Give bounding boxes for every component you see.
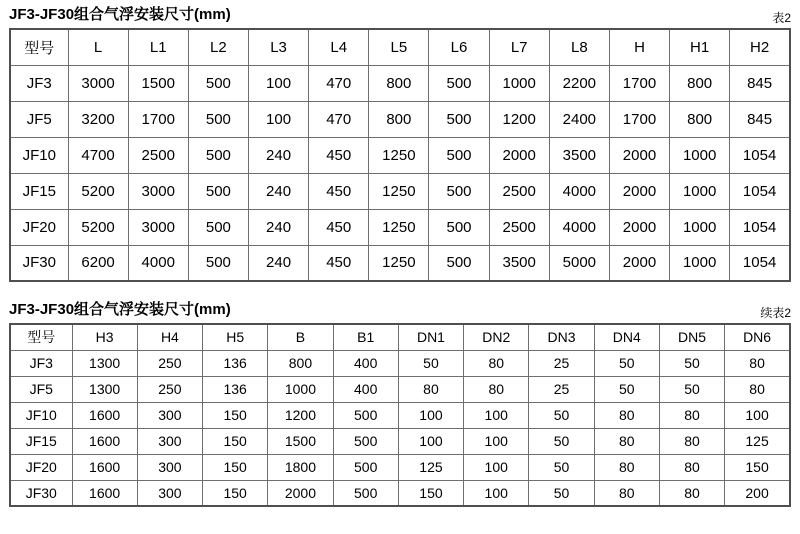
table2-tag: 续表2 — [760, 306, 791, 320]
cell: 1700 — [609, 65, 669, 101]
cell: 2000 — [268, 480, 333, 506]
header-cell: DN3 — [529, 324, 594, 350]
cell: 2200 — [549, 65, 609, 101]
cell: 50 — [659, 376, 724, 402]
table1-heading — [9, 5, 791, 25]
cell: 300 — [137, 480, 202, 506]
cell: 500 — [429, 101, 489, 137]
cell: 1054 — [730, 173, 790, 209]
cell: 1500 — [128, 65, 188, 101]
cell: 50 — [594, 376, 659, 402]
cell: 3000 — [68, 65, 128, 101]
cell: JF5 — [10, 376, 72, 402]
cell: 50 — [659, 350, 724, 376]
table-row — [10, 350, 790, 376]
cell: 450 — [309, 137, 369, 173]
cell: 2000 — [609, 245, 669, 281]
cell: 1250 — [369, 173, 429, 209]
cell: 500 — [188, 137, 248, 173]
table-row — [10, 245, 790, 281]
dimensions-table-1 — [9, 28, 791, 282]
cell: 80 — [659, 428, 724, 454]
table-row — [10, 209, 790, 245]
cell: 5000 — [549, 245, 609, 281]
header-cell: L — [68, 29, 128, 65]
cell: 470 — [309, 65, 369, 101]
cell: 800 — [670, 65, 730, 101]
header-cell: L1 — [128, 29, 188, 65]
cell: JF10 — [10, 137, 68, 173]
cell: 1600 — [72, 480, 137, 506]
cell: JF30 — [10, 245, 68, 281]
cell: 500 — [429, 209, 489, 245]
cell: 1800 — [268, 454, 333, 480]
cell: 3500 — [489, 245, 549, 281]
cell: 300 — [137, 402, 202, 428]
cell: 50 — [398, 350, 463, 376]
cell: 800 — [268, 350, 333, 376]
cell: 80 — [659, 454, 724, 480]
cell: 1200 — [268, 402, 333, 428]
cell: 3200 — [68, 101, 128, 137]
cell: 80 — [659, 480, 724, 506]
cell: 470 — [309, 101, 369, 137]
cell: JF3 — [10, 350, 72, 376]
cell: 450 — [309, 245, 369, 281]
cell: 80 — [594, 402, 659, 428]
cell: 80 — [725, 376, 790, 402]
cell: 500 — [333, 402, 398, 428]
cell: 500 — [188, 245, 248, 281]
cell: 500 — [188, 173, 248, 209]
table1-header-row — [10, 29, 790, 65]
cell: 500 — [188, 209, 248, 245]
cell: 1600 — [72, 428, 137, 454]
cell: 2500 — [489, 209, 549, 245]
cell: 50 — [529, 428, 594, 454]
table-row — [10, 454, 790, 480]
cell: 5200 — [68, 173, 128, 209]
header-cell: L6 — [429, 29, 489, 65]
cell: 1600 — [72, 402, 137, 428]
cell: 250 — [137, 376, 202, 402]
table2-section — [9, 300, 791, 507]
table-row — [10, 428, 790, 454]
cell: 300 — [137, 454, 202, 480]
cell: JF3 — [10, 65, 68, 101]
cell: JF30 — [10, 480, 72, 506]
cell: 136 — [203, 376, 268, 402]
cell: 800 — [369, 65, 429, 101]
table-row — [10, 101, 790, 137]
cell: 100 — [248, 65, 308, 101]
cell: 1000 — [670, 173, 730, 209]
header-cell: L4 — [309, 29, 369, 65]
cell: 1300 — [72, 376, 137, 402]
cell: 450 — [309, 173, 369, 209]
cell: 1700 — [609, 101, 669, 137]
cell: 50 — [529, 480, 594, 506]
cell: 1300 — [72, 350, 137, 376]
cell: 4000 — [549, 209, 609, 245]
cell: 3000 — [128, 209, 188, 245]
cell: 80 — [725, 350, 790, 376]
header-cell: L3 — [248, 29, 308, 65]
cell: JF20 — [10, 209, 68, 245]
cell: 2000 — [609, 137, 669, 173]
cell: 80 — [464, 350, 529, 376]
header-cell: H1 — [670, 29, 730, 65]
cell: 1250 — [369, 245, 429, 281]
header-cell: H2 — [730, 29, 790, 65]
cell: 100 — [248, 101, 308, 137]
cell: 150 — [203, 454, 268, 480]
cell: 845 — [730, 101, 790, 137]
cell: 500 — [429, 65, 489, 101]
cell: 150 — [398, 480, 463, 506]
cell: 2000 — [489, 137, 549, 173]
cell: 500 — [429, 245, 489, 281]
cell: 200 — [725, 480, 790, 506]
cell: 240 — [248, 173, 308, 209]
header-cell: L7 — [489, 29, 549, 65]
cell: 1054 — [730, 209, 790, 245]
header-cell: DN2 — [464, 324, 529, 350]
cell: 1200 — [489, 101, 549, 137]
cell: 4700 — [68, 137, 128, 173]
table1-title: JF3-JF30组合气浮安装尺寸(mm) — [9, 6, 231, 23]
header-cell: DN1 — [398, 324, 463, 350]
cell: 800 — [670, 101, 730, 137]
table-row — [10, 402, 790, 428]
cell: 1054 — [730, 137, 790, 173]
cell: 2000 — [609, 209, 669, 245]
table2-heading — [9, 300, 791, 320]
cell: 1054 — [730, 245, 790, 281]
cell: 450 — [309, 209, 369, 245]
cell: JF20 — [10, 454, 72, 480]
cell: 500 — [333, 454, 398, 480]
header-cell: H5 — [203, 324, 268, 350]
cell: 500 — [188, 65, 248, 101]
header-cell: 型号 — [10, 324, 72, 350]
cell: 1000 — [670, 245, 730, 281]
table1-tag: 表2 — [772, 11, 791, 25]
cell: 50 — [529, 402, 594, 428]
cell: JF15 — [10, 173, 68, 209]
cell: 300 — [137, 428, 202, 454]
cell: 150 — [725, 454, 790, 480]
table-row — [10, 480, 790, 506]
cell: JF10 — [10, 402, 72, 428]
cell: 50 — [594, 350, 659, 376]
table-row — [10, 65, 790, 101]
cell: 100 — [464, 402, 529, 428]
cell: 150 — [203, 480, 268, 506]
cell: 2500 — [489, 173, 549, 209]
cell: 100 — [725, 402, 790, 428]
cell: 500 — [333, 428, 398, 454]
cell: 1000 — [670, 209, 730, 245]
cell: 1600 — [72, 454, 137, 480]
header-cell: L5 — [369, 29, 429, 65]
cell: 500 — [429, 137, 489, 173]
cell: 150 — [203, 428, 268, 454]
header-cell: 型号 — [10, 29, 68, 65]
cell: 240 — [248, 209, 308, 245]
cell: 240 — [248, 245, 308, 281]
header-cell: B1 — [333, 324, 398, 350]
cell: 2500 — [128, 137, 188, 173]
cell: 1700 — [128, 101, 188, 137]
cell: 125 — [398, 454, 463, 480]
table2-title: JF3-JF30组合气浮安装尺寸(mm) — [9, 301, 231, 318]
cell: 80 — [594, 480, 659, 506]
cell: 100 — [464, 480, 529, 506]
cell: 1000 — [670, 137, 730, 173]
header-cell: DN6 — [725, 324, 790, 350]
cell: 80 — [659, 402, 724, 428]
cell: 100 — [398, 402, 463, 428]
header-cell: L8 — [549, 29, 609, 65]
cell: 100 — [464, 428, 529, 454]
cell: JF5 — [10, 101, 68, 137]
cell: 1000 — [268, 376, 333, 402]
cell: 5200 — [68, 209, 128, 245]
cell: 1250 — [369, 209, 429, 245]
cell: 2400 — [549, 101, 609, 137]
cell: 500 — [188, 101, 248, 137]
cell: 50 — [529, 454, 594, 480]
cell: 800 — [369, 101, 429, 137]
header-cell: DN4 — [594, 324, 659, 350]
cell: 100 — [398, 428, 463, 454]
table2-header-row — [10, 324, 790, 350]
cell: 80 — [464, 376, 529, 402]
cell: 100 — [464, 454, 529, 480]
cell: 25 — [529, 350, 594, 376]
table1-section — [9, 5, 791, 282]
cell: 1250 — [369, 137, 429, 173]
cell: 3500 — [549, 137, 609, 173]
header-cell: H — [609, 29, 669, 65]
cell: 1500 — [268, 428, 333, 454]
cell: 6200 — [68, 245, 128, 281]
header-cell: L2 — [188, 29, 248, 65]
cell: 80 — [594, 428, 659, 454]
cell: 80 — [594, 454, 659, 480]
header-cell: DN5 — [659, 324, 724, 350]
header-cell: H4 — [137, 324, 202, 350]
cell: 845 — [730, 65, 790, 101]
cell: 125 — [725, 428, 790, 454]
dimensions-table-2 — [9, 323, 791, 507]
cell: 400 — [333, 350, 398, 376]
cell: 4000 — [128, 245, 188, 281]
cell: JF15 — [10, 428, 72, 454]
cell: 400 — [333, 376, 398, 402]
header-cell: H3 — [72, 324, 137, 350]
cell: 2000 — [609, 173, 669, 209]
cell: 150 — [203, 402, 268, 428]
table-row — [10, 376, 790, 402]
cell: 250 — [137, 350, 202, 376]
table-row — [10, 137, 790, 173]
cell: 500 — [333, 480, 398, 506]
cell: 136 — [203, 350, 268, 376]
table-row — [10, 173, 790, 209]
cell: 240 — [248, 137, 308, 173]
cell: 4000 — [549, 173, 609, 209]
cell: 1000 — [489, 65, 549, 101]
cell: 500 — [429, 173, 489, 209]
cell: 3000 — [128, 173, 188, 209]
header-cell: B — [268, 324, 333, 350]
cell: 80 — [398, 376, 463, 402]
cell: 25 — [529, 376, 594, 402]
